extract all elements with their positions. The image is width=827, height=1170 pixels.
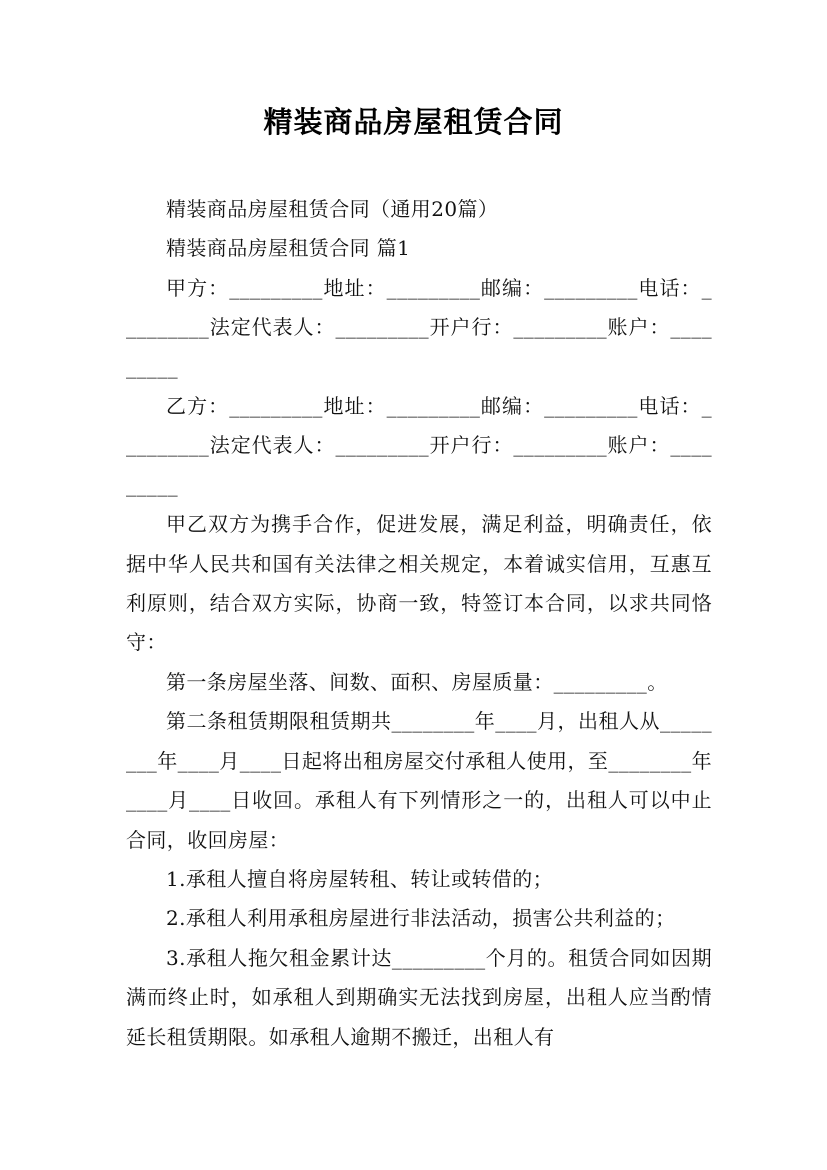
article-1-paragraph: 第一条房屋坐落、间数、面积、房屋质量：_________。 [166, 669, 668, 694]
section-heading: 精装商品房屋租赁合同 篇1 [166, 236, 411, 261]
clause-3-paragraph: 3.承租人拖欠租金累计达_________个月的。租赁合同如因期满而终止时，如承租人到期确实无法找到房屋，出租人应当酌情延长租赁期限。如承租人逾期不搬迁，出租人有 [126, 945, 712, 1049]
party-a-paragraph: 甲方：_________地址：_________邮编：_________电话：_________法定代表人：_________开户行：_________账户：_________ [126, 275, 712, 379]
document-title: 精装商品房屋租赁合同 [263, 105, 564, 139]
document-body [126, 190, 712, 1057]
clause-1-paragraph: 1.承租人擅自将房屋转租、转让或转借的； [166, 866, 554, 891]
article-2-paragraph: 第二条租赁期限租赁期共________年____月，出租人从________年____月____日起将出租房屋交付承租人使用，至________年____月____日收回。承租人有下列情形之一的，出租人可以中止合同，收回房屋： [126, 709, 712, 852]
preamble-paragraph: 甲乙双方为携手合作，促进发展，满足利益，明确责任，依据中华人民共和国有关法律之相关规定，本着诚实信用，互惠互利原则，结合双方实际，协商一致，特签订本合同，以求共同恪守： [126, 512, 712, 655]
clause-2-paragraph: 2.承租人利用承租房屋进行非法活动，损害公共利益的； [166, 906, 676, 931]
party-b-paragraph: 乙方：_________地址：_________邮编：_________电话：_________法定代表人：_________开户行：_________账户：_________ [126, 394, 712, 497]
subtitle-paragraph: 精装商品房屋租赁合同（通用20篇） [166, 197, 499, 221]
